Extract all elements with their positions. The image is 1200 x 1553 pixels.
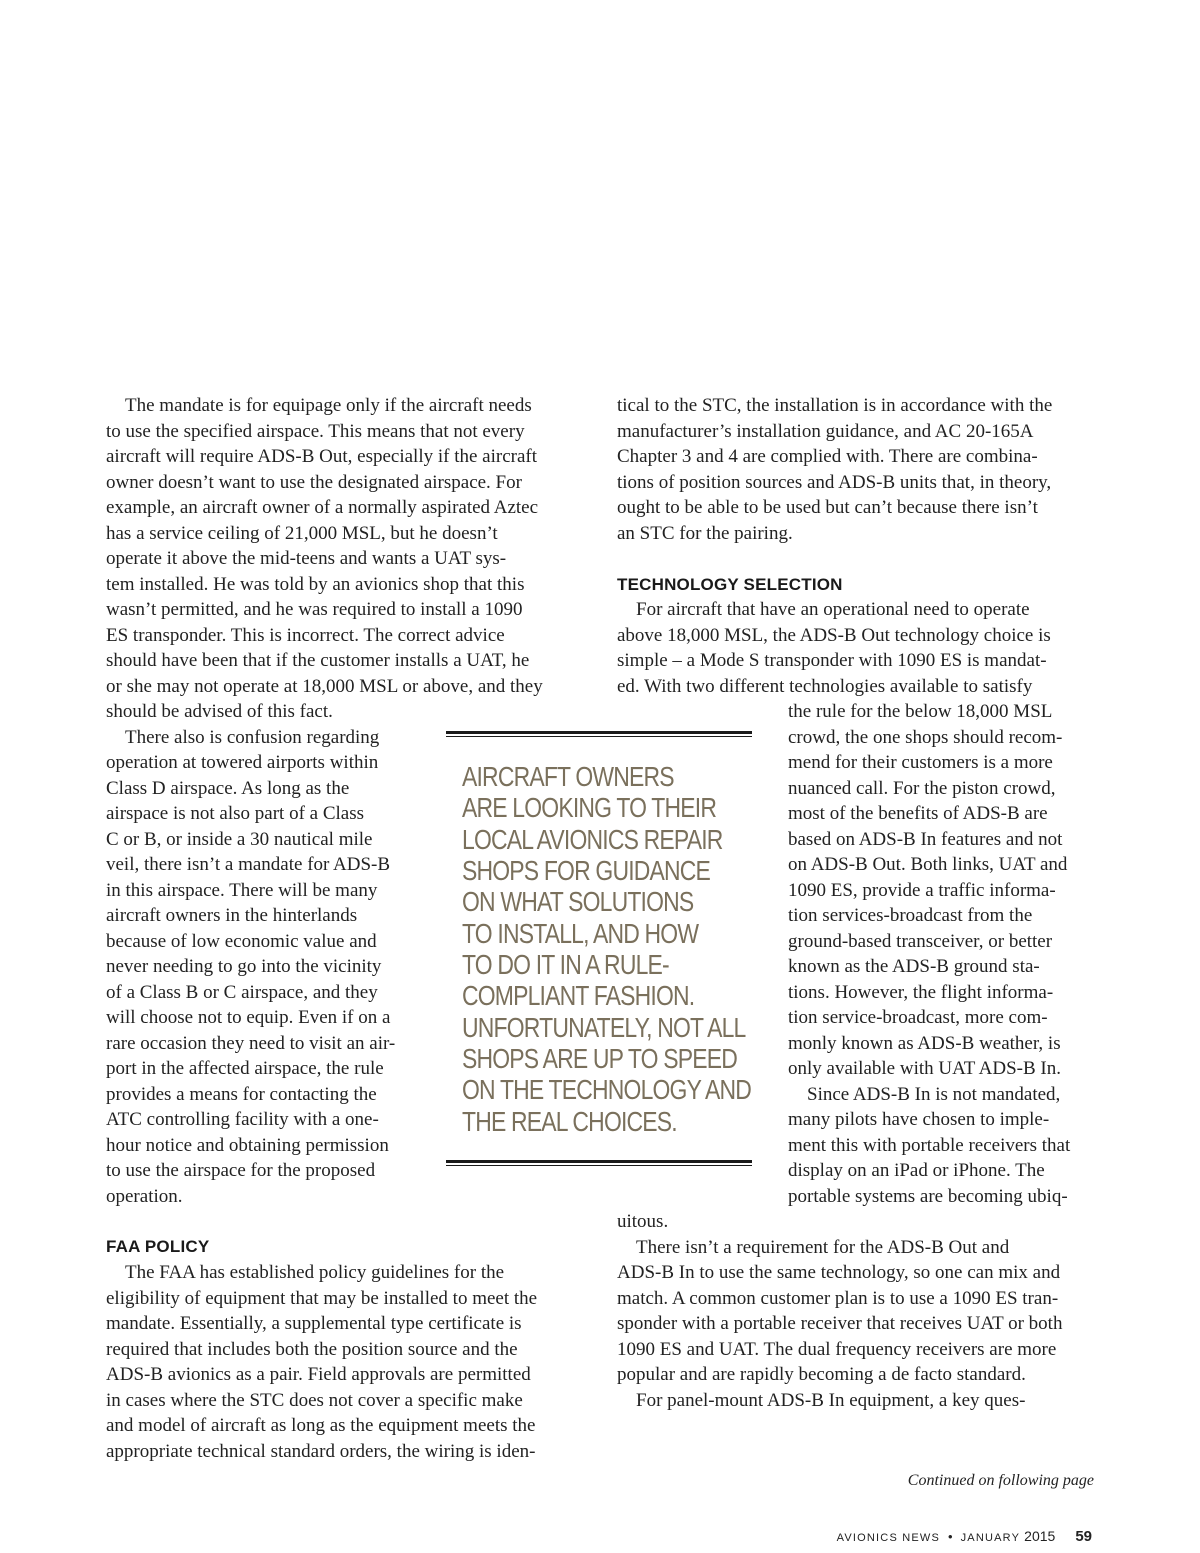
body-line: aircraft will require ADS-B Out, especially if the aircraft bbox=[106, 446, 538, 467]
body-line: of a Class B or C airspace, and they bbox=[106, 982, 378, 1003]
body-line: ADS-B avionics as a pair. Field approvals are permitted bbox=[106, 1364, 531, 1385]
body-line: operate it above the mid-teens and wants a UAT sys- bbox=[106, 548, 507, 569]
body-line: There isn’t a requirement for the ADS-B Out and bbox=[636, 1237, 1010, 1258]
body-line: most of the benefits of ADS-B are bbox=[788, 803, 1048, 824]
section-heading-technology-selection: TECHNOLOGY SELECTION bbox=[617, 575, 843, 594]
body-line: operation at towered airports within bbox=[106, 752, 379, 773]
body-line: uitous. bbox=[617, 1211, 669, 1232]
body-line: tions of position sources and ADS-B units that, in theory, bbox=[617, 472, 1052, 493]
body-line: manufacturer’s installation guidance, and AC 20-165A bbox=[617, 421, 1034, 442]
body-line: nuanced call. For the piston crowd, bbox=[788, 778, 1056, 799]
body-line: popular and are rapidly becoming a de facto standard. bbox=[617, 1364, 1026, 1385]
body-line: 1090 ES and UAT. The dual frequency receivers are more bbox=[617, 1339, 1057, 1360]
body-line: airspace is not also part of a Class bbox=[106, 803, 365, 824]
body-line: Since ADS-B In is not mandated, bbox=[807, 1084, 1061, 1105]
body-line: never needing to go into the vicinity bbox=[106, 956, 382, 977]
body-line: There also is confusion regarding bbox=[125, 727, 380, 748]
body-line: portable systems are becoming ubiq- bbox=[788, 1186, 1068, 1207]
body-line: in this airspace. There will be many bbox=[106, 880, 378, 901]
body-line: only available with UAT ADS-B In. bbox=[788, 1058, 1062, 1079]
pull-quote-line: ON WHAT SOLUTIONS bbox=[462, 886, 694, 917]
body-line: ADS-B In to use the same technology, so one can mix and bbox=[617, 1262, 1061, 1283]
body-line: ought to be able to be used but can’t because there isn’t bbox=[617, 497, 1038, 518]
pull-quote-line: ON THE TECHNOLOGY AND bbox=[462, 1074, 751, 1105]
body-line: known as the ADS-B ground sta- bbox=[788, 956, 1040, 977]
body-line: wasn’t permitted, and he was required to install a 1090 bbox=[106, 599, 523, 620]
pull-quote-line: UNFORTUNATELY, NOT ALL bbox=[462, 1012, 746, 1043]
body-line: The FAA has established policy guidelines for the bbox=[125, 1262, 505, 1283]
body-line: ment this with portable receivers that bbox=[788, 1135, 1071, 1156]
body-line: required that includes both the position source and the bbox=[106, 1339, 518, 1360]
body-line: veil, there isn’t a mandate for ADS-B bbox=[106, 854, 391, 875]
body-line: above 18,000 MSL, the ADS-B Out technology choice is bbox=[617, 625, 1051, 646]
pull-quote-line: TO DO IT IN A RULE- bbox=[462, 949, 669, 980]
body-line: an STC for the pairing. bbox=[617, 523, 793, 544]
section-heading-faa-policy: FAA POLICY bbox=[106, 1237, 210, 1256]
body-line: hour notice and obtaining permission bbox=[106, 1135, 389, 1156]
body-line: For panel-mount ADS-B In equipment, a key ques- bbox=[636, 1390, 1026, 1411]
body-line: monly known as ADS-B weather, is bbox=[788, 1033, 1061, 1054]
body-line: ed. With two different technologies available to satisfy bbox=[617, 676, 1033, 697]
body-line: ground-based transceiver, or better bbox=[788, 931, 1053, 952]
issue-month: JANUARY bbox=[960, 1532, 1021, 1544]
body-line: C or B, or inside a 30 nautical mile bbox=[106, 829, 373, 850]
body-line: or she may not operate at 18,000 MSL or above, and they bbox=[106, 676, 543, 697]
body-line: should be advised of this fact. bbox=[106, 701, 333, 722]
continued-note: Continued on following page bbox=[907, 1472, 1094, 1489]
body-line: simple – a Mode S transponder with 1090 ES is mandat- bbox=[617, 650, 1047, 671]
pull-quote-line: THE REAL CHOICES. bbox=[462, 1106, 677, 1137]
pull-quote-line: SHOPS FOR GUIDANCE bbox=[462, 855, 711, 886]
issue-year: 2015 bbox=[1024, 1528, 1056, 1544]
body-line: tem installed. He was told by an avionics shop that this bbox=[106, 574, 525, 595]
pull-quote-bottom-rule bbox=[446, 1160, 752, 1166]
pull-quote-line: SHOPS ARE UP TO SPEED bbox=[462, 1043, 737, 1074]
body-line: The mandate is for equipage only if the aircraft needs bbox=[125, 395, 532, 416]
body-line: example, an aircraft owner of a normally aspirated Aztec bbox=[106, 497, 539, 518]
body-line: operation. bbox=[106, 1186, 183, 1207]
body-line: tion services-broadcast from the bbox=[788, 905, 1033, 926]
body-line: aircraft owners in the hinterlands bbox=[106, 905, 358, 926]
body-line: owner doesn’t want to use the designated airspace. For bbox=[106, 472, 522, 493]
body-line: because of low economic value and bbox=[106, 931, 377, 952]
pull-quote-line: ARE LOOKING TO THEIR bbox=[462, 792, 717, 823]
body-line: ES transponder. This is incorrect. The correct advice bbox=[106, 625, 505, 646]
body-line: crowd, the one shops should recom- bbox=[788, 727, 1063, 748]
body-line: ATC controlling facility with a one- bbox=[106, 1109, 379, 1130]
pull-quote-line: LOCAL AVIONICS REPAIR bbox=[462, 824, 723, 855]
body-line: Class D airspace. As long as the bbox=[106, 778, 350, 799]
pull-quote-top-rule bbox=[446, 731, 752, 737]
body-line: display on an iPad or iPhone. The bbox=[788, 1160, 1045, 1181]
body-line: to use the airspace for the proposed bbox=[106, 1160, 376, 1181]
pull-quote-line: COMPLIANT FASHION. bbox=[462, 980, 695, 1011]
body-line: tical to the STC, the installation is in accordance with the bbox=[617, 395, 1053, 416]
body-line: provides a means for contacting the bbox=[106, 1084, 377, 1105]
body-line: has a service ceiling of 21,000 MSL, but he doesn’t bbox=[106, 523, 498, 544]
body-line: will choose not to equip. Even if on a bbox=[106, 1007, 391, 1028]
body-line: in cases where the STC does not cover a specific make bbox=[106, 1390, 523, 1411]
publication-name: AVIONICS NEWS bbox=[836, 1532, 941, 1544]
pull-quote-line: TO INSTALL, AND HOW bbox=[462, 918, 699, 949]
body-line: mandate. Essentially, a supplemental type certificate is bbox=[106, 1313, 522, 1334]
body-line: mend for their customers is a more bbox=[788, 752, 1053, 773]
body-line: 1090 ES, provide a traffic informa- bbox=[788, 880, 1056, 901]
footer-separator: • bbox=[948, 1529, 953, 1544]
body-line: Chapter 3 and 4 are complied with. There are combina- bbox=[617, 446, 1038, 467]
body-line: should have been that if the customer installs a UAT, he bbox=[106, 650, 530, 671]
body-line: port in the affected airspace, the rule bbox=[106, 1058, 384, 1079]
body-line: rare occasion they need to visit an air- bbox=[106, 1033, 396, 1054]
body-line: to use the specified airspace. This means that not every bbox=[106, 421, 525, 442]
page-number: 59 bbox=[1075, 1528, 1092, 1545]
body-line: and model of aircraft as long as the equipment meets the bbox=[106, 1415, 536, 1436]
body-line: tion service-broadcast, more com- bbox=[788, 1007, 1048, 1028]
pull-quote-line: AIRCRAFT OWNERS bbox=[462, 761, 674, 792]
body-line: the rule for the below 18,000 MSL bbox=[788, 701, 1053, 722]
body-line: tions. However, the flight informa- bbox=[788, 982, 1054, 1003]
body-line: eligibility of equipment that may be installed to meet the bbox=[106, 1288, 538, 1309]
body-line: For aircraft that have an operational need to operate bbox=[636, 599, 1030, 620]
body-line: on ADS-B Out. Both links, UAT and bbox=[788, 854, 1068, 875]
page-footer bbox=[837, 1528, 1092, 1545]
body-line: many pilots have chosen to imple- bbox=[788, 1109, 1050, 1130]
body-line: based on ADS-B In features and not bbox=[788, 829, 1063, 850]
body-line: match. A common customer plan is to use a 1090 ES tran- bbox=[617, 1288, 1059, 1309]
body-line: sponder with a portable receiver that receives UAT or both bbox=[617, 1313, 1063, 1334]
body-line: appropriate technical standard orders, the wiring is iden- bbox=[106, 1441, 536, 1462]
